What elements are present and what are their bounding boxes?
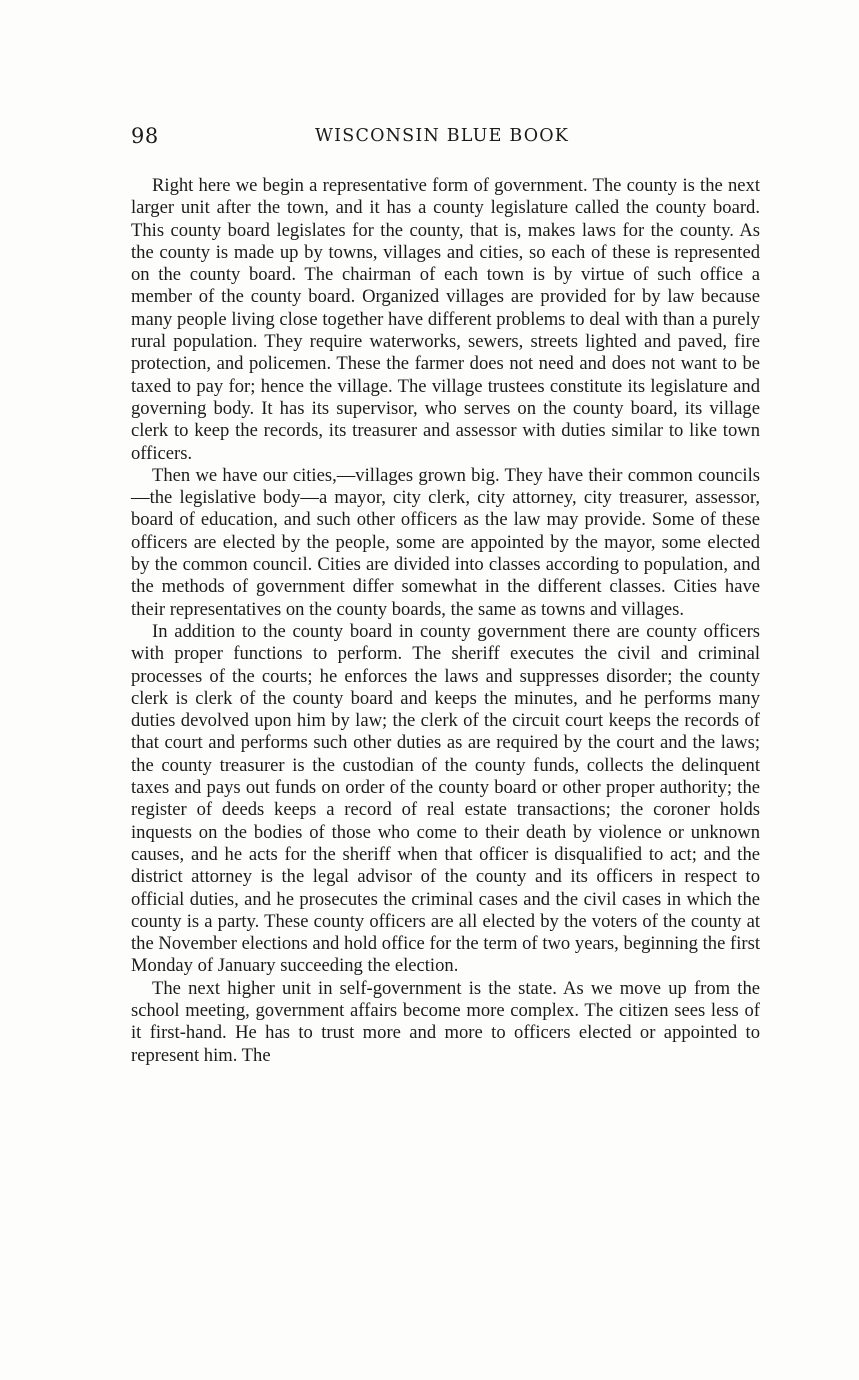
body-text <box>131 175 760 1067</box>
paragraph-county-government: Right here we begin a representative form of government. The county is the next larger unit after the town, and it has a county legislature called the county board. This county board legislates for the county, that is, makes laws for the county. As the county is made up by towns, villages and cities, so each of these is represented on the county board. The chairman of each town is by virtue of such office a member of the county board. Organized villages are provided for by law because many people living close together have different problems to deal with than a purely rural population. They require waterworks, sewers, streets lighted and paved, fire protection, and policemen. These the farmer does not need and does not want to be taxed to pay for; hence the village. The village trustees constitute its legislature and governing body. It has its supervisor, who serves on the county board, its village clerk to keep the records, its treasurer and assessor with duties similar to like town officers. <box>131 175 760 464</box>
paragraph-state: The next higher unit in self-government is the state. As we move up from the school meeting, government affairs become more complex. The citizen sees less of it first-hand. He has to trust more and more to officers elected or appointed to represent him. The <box>131 977 760 1066</box>
page-header <box>131 124 763 152</box>
running-title: WISCONSIN BLUE BOOK <box>315 126 570 146</box>
page-number: 98 <box>131 124 159 148</box>
paragraph-county-officers: In addition to the county board in county government there are county officers with proper functions to perform. The sheriff executes the civil and criminal processes of the courts; he enforces the laws and suppresses disorder; the county clerk is clerk of the county board and keeps the minutes, and he performs many duties devolved upon him by law; the clerk of the circuit court keeps the records of that court and performs such other duties as are required by the court and the laws; the county treasurer is the custodian of the county funds, collects the delinquent taxes and pays out funds on order of the county board or other proper authority; the register of deeds keeps a record of real estate transactions; the coroner holds inquests on the bodies of those who come to their death by violence or unknown causes, and he acts for the sheriff when that officer is disqualified to act; and the district attorney is the legal advisor of the county and its officers in respect to official duties, and he prosecutes the criminal cases and the civil cases in which the county is a party. These county officers are all elected by the voters of the county at the November elections and hold office for the term of two years, beginning the first Monday of January succeeding the election. <box>131 620 760 977</box>
paragraph-cities: Then we have our cities,—villages grown big. They have their common councils—the legislative body—a mayor, city clerk, city attorney, city treasurer, assessor, board of education, and such other officers as the law may provide. Some of these officers are elected by the people, some are appointed by the mayor, some elected by the common council. Cities are divided into classes according to population, and the methods of government differ somewhat in the different classes. Cities have their representatives on the county boards, the same as towns and villages. <box>131 464 760 620</box>
